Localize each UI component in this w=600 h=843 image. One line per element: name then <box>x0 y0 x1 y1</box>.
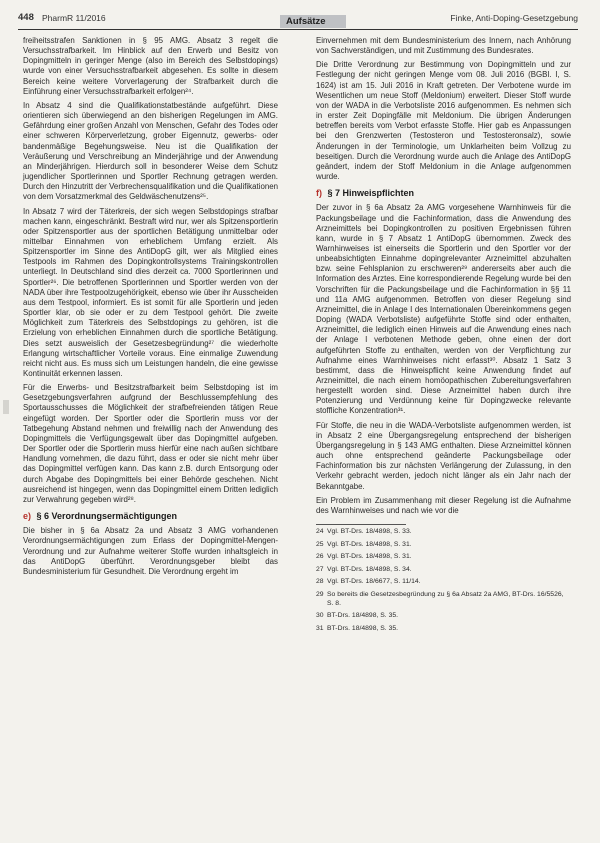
footnote-number: 26 <box>316 553 324 561</box>
footnote-text: BT-Drs. 18/4898, S. 35. <box>327 624 399 632</box>
footnote <box>316 591 571 608</box>
footnote-rule <box>316 524 406 525</box>
rubric-label: Aufsätze <box>280 15 346 28</box>
footnote-text: BT-Drs. 18/4898, S. 35. <box>327 612 399 620</box>
footnote-text: Vgl. BT-Drs. 18/4898, S. 31. <box>327 540 412 548</box>
page-header <box>18 12 578 28</box>
paragraph: In Absatz 7 wird der Täterkreis, der sich wegen Selbstdopings strafbar machen kann, eingeschränkt. Bestraft wird nur, wer als Spitzensportlerin oder Spitzensportler aus der sportlichen Betätigung unmittelbar oder mittelbar Einnahmen von erheblichem Umfang erzielt. Als Spitzensportler im Sinne des AntiDopG gilt, wer als Mitglied eines Testpools im Rahmen des Dopingkontrollsystems Trainingskontrollen unterliegt. In Deutschland sind dies derzeit ca. 7000 Sportlerinnen und Sportler²⁶. Die betroffenen Sportlerinnen und Sportler werden von der NADA über ihre Testpoolzugehörigkeit, ebenso wie über ihr Ausscheiden aus dem Testpool, informiert. Es ist somit für alle Sportlerin und jeden Sportler klar, ob sie oder er zu dem Testpool gehört. Die zweite Möglichkeit zum Täterkreis des Selbstdopings zu gehören, ist die Erzielung von erheblichen Einnahmen durch die sportliche Betätigung. Dies setzt ausweislich der Gesetzesbegründung²⁷ die wiederholte Erlangung wirtschaftlicher Vorteile voraus. Eine einmalige Zuwendung reicht nicht aus. Es muss sich um Leistungen handeln, die eine gewisse Kontinuität erkennen lassen. <box>23 206 278 378</box>
footnote-text: Vgl. BT-Drs. 18/4898, S. 31. <box>327 553 412 561</box>
footnote-text: Vgl. BT-Drs. 18/4898, S. 33. <box>327 528 412 536</box>
footnote <box>316 553 571 562</box>
section-mark: f) <box>316 188 322 199</box>
section-heading <box>316 188 571 198</box>
section-title: § 6 Verordnungsermächtigungen <box>36 511 178 522</box>
paragraph: Die bisher in § 6a Absatz 2a und Absatz 3 AMG vorhandenen Verordnungsermächtigungen zum Erlass der Dopingmittel-Mengen-Verordnung und zur Aufnahme weiterer Stoffe wurden inhaltsgleich in das AntiDopG überführt. Verordnungsgeber bleibt das Bundesministerium für Gesundheit. Die Verordnung ergeht im <box>23 526 278 576</box>
footnote-text: Vgl. BT-Drs. 18/4898, S. 34. <box>327 565 412 573</box>
journal-issue: PharmR 11/2016 <box>42 13 106 23</box>
section-title: § 7 Hinweispflichten <box>327 188 415 199</box>
paragraph: Ein Problem im Zusammenhang mit dieser Regelung ist die Aufnahme des Warnhinweises und nach wie vor die <box>316 495 571 515</box>
section-mark: e) <box>23 511 32 522</box>
footnote-text: So bereits die Gesetzesbegründung zu § 6a Absatz 2a AMG, BT-Drs. 16/5526, S. 8. <box>327 591 564 607</box>
paragraph: Der zuvor in § 6a Absatz 2a AMG vorgesehene Warnhinweis für die Packungsbeilage und die Fachinformation, dass die Anwendung des Arzneimittels bei Dopingkontrollen zu positiven Ergebnissen führen kann, wurde in § 7 Absatz 1 AntiDopG übernommen. Zweck des Warnhinweises ist einerseits die Sportlerin und den Sportler vor der unbeabsichtigten Einnahme dopingrelevanter Arzneimittel abzuhalten bzw. seine Fehlsplanion zu erschweren²⁹ andererseits aber auch die Information des Arztes. Eine korrespondierende Regelung wurde bei den Vorschriften für die Packungsbeilage und die Fachinformation in §§ 11 und 11a AMG aufgenommen. Betroffen von dieser Regelung sind Arzneimittel, die in Anlage I des Internationalen Übereinkommens gegen Doping (WADA Verbotsliste) aufgeführte Stoffe sind oder enthalten, Arzneimittel, die lediglich einen Hinweis auf die Anwendung eines nach der Anlage I verbotenen Methode geben, ohne einen der dort aufgeführten Stoffe zu enthalten, werden von der Verpflichtung zur Aufnahme eines Warnhinweises nicht erfasst³⁰. Absatz 1 Satz 3 bestimmt, dass die Hinweispflicht keine Anwendung findet auf Arzneimittel, die nach einem homöopathischen Zubereitungsverfahren hergestellt worden sind. Diese Arzneimittel haben durch ihre Potenzierung und Verdünnung keine für Dopingzwecke relevante stoffliche Konzentration³¹. <box>316 203 571 416</box>
footnote <box>316 528 571 537</box>
paragraph: freiheitsstrafen Sanktionen in § 95 AMG. Absatz 3 regelt die Versuchsstrafbarkeit. Im Hinblick auf den Erwerb und Besitz von Dopingmitteln in geringer Menge (also im Bereich des Selbstdopings) wurde von einer Versuchsstrafbarkeit abgesehen. Es sollte in diesem Bereich keine weitere Vorverlagerung der Strafbarkeit durch die Einführung einer Versuchsstrafbarkeit erfolgen²⁴. <box>23 36 278 96</box>
footnote-number: 25 <box>316 540 324 548</box>
footnote <box>316 566 571 575</box>
footnote <box>316 578 571 587</box>
paragraph: Für Stoffe, die neu in die WADA-Verbotsliste aufgenommen werden, ist in Absatz 2 eine Übergangsregelung entsprechend der bisherigen Übergangsregelung in § 143 AMG enthalten. Diese Arzneimittel können auch ohne entsprechend geänderte Packungsbeilage oder Fachinformation bis zur nächsten Verlängerung der Zulassung, in den Verkehr gebracht werden, jedoch nicht länger als ein Jahr nach der Bekanntgabe. <box>316 420 571 491</box>
scan-edge-mark <box>3 400 9 414</box>
footnote <box>316 612 571 621</box>
footnote <box>316 625 571 634</box>
left-column <box>23 36 278 581</box>
footnote <box>316 541 571 550</box>
paragraph: Einvernehmen mit dem Bundesministerium des Innern, nach Anhörung von Sachverständigen, und mit Zustimmung des Bundesrates. <box>316 36 571 56</box>
section-heading <box>23 511 278 521</box>
header-rule <box>18 29 578 30</box>
paragraph: In Absatz 4 sind die Qualifikationstatbestände aufgeführt. Diese orientieren sich überwiegend an den bisherigen Regelungen im AMG. Gefährdung einer großen Anzahl von Menschen, Gefahr des Todes oder einer schweren Körperverletzung, grober Eigennutz, gewerbs- oder bandenmäßige Begehungsweise. Neu ist die Qualifikation der Veräußerung und Verschreibung an Minderjährige und der Anwendung an Minderjährigen. Hierdurch soll in besonderer Weise dem Schutz jugendlicher Sportlerinnen und Sportler Rechnung getragen werden. Durch den Hinzutritt der Verbrechensqualifikation und die Qualifikationen von dem Vorsatzmerkmal des Geldwäschenutzens²⁵. <box>23 100 278 202</box>
page-number: 448 <box>18 12 34 23</box>
footnote-number: 30 <box>316 612 324 620</box>
footnote-number: 31 <box>316 624 324 632</box>
footnote-number: 24 <box>316 528 324 536</box>
paragraph: Für die Erwerbs- und Besitzstrafbarkeit beim Selbstdoping ist im Gesetzgebungsverfahren aufgrund der Beschlussempfehlung des Sportausschusses die Möglichkeit der strafbefreienden tätigen Reue eingefügt worden. Der Sportler oder die Sportlerin muss vor der Tatbegehung Abstand nehmen und freiwillig nach der Anwendung des Dopingmittels die Verfügungsgewalt über das Dopingmittel aufgeben. Der Sportler oder die Sportlerin muss hierfür eine nach außen sichtbare Handlung vornehmen, die dazu führt, dass er oder sie nicht mehr über das Dopingmittel verfügen kann. Das kann z.B. durch Entsorgung oder durch Abgabe des Dopingmittels bei einer Behörde geschehen. Nicht ausreichend ist hingegen, wenn das Dopingmittel einem Dritten lediglich zur Verwahrung gegeben wird²⁸. <box>23 383 278 504</box>
footnote-number: 28 <box>316 578 324 586</box>
paragraph: Die Dritte Verordnung zur Bestimmung von Dopingmitteln und zur Festlegung der nicht geringen Menge vom 08. Juli 2016 (BGBl. I, S. 1624) ist am 15. Juli 2016 in Kraft getreten. Der Verbotene wurde im Wesentlichen um neue Stoff (Meldonium) erweitert. Dieser Stoff wurde von der WADA in die Verbotsliste 2016 aufgenommen. Es nehmen sich in erster Zeit Dopingfälle mit Meldonium. Die übrigen Änderungen betreffen bereits vom Verbot erfasste Stoffe. Hier gab es Anpassungen bei den Grenzwerten (Testosteron und Testosteronsalz), sowie Änderungen in der Terminologie, um Unklarheiten beim Vollzug zu beseitigen. Durch die Verordnung wurde auch die Anlage des AntiDopG geändert, indem der Stoff Meldonium in die Anlage aufgenommen wurde. <box>316 60 571 182</box>
right-column <box>316 36 571 637</box>
footnote-number: 29 <box>316 591 324 598</box>
footnote-number: 27 <box>316 565 324 573</box>
running-title: Finke, Anti-Doping-Gesetzgebung <box>450 13 578 23</box>
footnotes <box>316 528 571 633</box>
footnote-text: Vgl. BT-Drs. 18/6677, S. 11/14. <box>327 578 421 586</box>
